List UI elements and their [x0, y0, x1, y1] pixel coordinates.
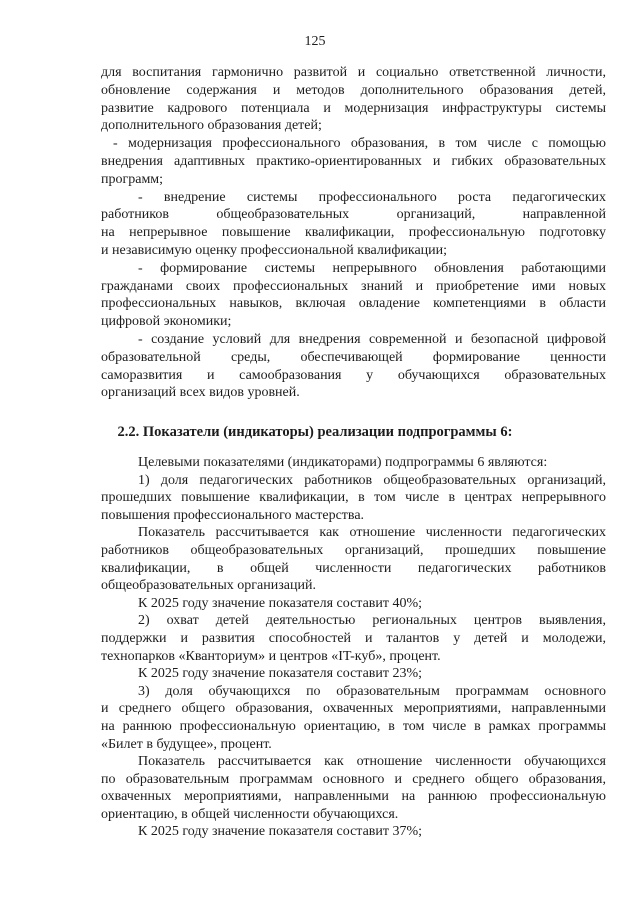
- text-line: квалификации, в общей численности педагогических работников: [101, 560, 606, 576]
- text-line: и независимую оценку профессиональной квалификации;: [101, 242, 448, 258]
- text-line: 1) доля педагогических работников общеобразовательных организаций,: [138, 472, 606, 488]
- text-line: организаций всех видов уровней.: [101, 385, 300, 401]
- text-line: на раннюю профессиональную ориентацию, в том числе в рамках программы: [101, 718, 606, 734]
- text-line: К 2025 году значение показателя составит 23%;: [138, 666, 423, 682]
- text-line: К 2025 году значение показателя составит 40%;: [138, 595, 423, 611]
- text-line: - внедрение системы профессионального роста педагогических: [138, 189, 606, 205]
- text-line: К 2025 году значение показателя составит 37%;: [138, 824, 423, 840]
- text-line: образовательной среды, обеспечивающей формирование ценности: [101, 349, 606, 365]
- text-line: ориентацию, в общей численности обучающихся.: [101, 806, 399, 822]
- text-line: общеобразовательных организаций.: [101, 578, 316, 594]
- text-block-intro: [101, 64, 606, 402]
- text-line: саморазвития и самообразования у обучающихся образовательных: [101, 367, 606, 383]
- text-line: обновление содержания и методов дополнительного образования детей,: [101, 82, 606, 98]
- text-line: - формирование системы непрерывного обновления работающими: [138, 260, 606, 276]
- page-number: 125: [304, 34, 326, 49]
- text-line: Целевыми показателями (индикаторами) подпрограммы 6 являются:: [138, 455, 548, 470]
- text-block-indicators: [101, 454, 606, 841]
- text-line: работников общеобразовательных организаций, направленной: [101, 207, 606, 223]
- text-line: прошедших повышение квалификации, в том числе в центрах непрерывного: [101, 490, 606, 506]
- text-line: программ;: [101, 171, 164, 187]
- text-line: поддержки и развития способностей и талантов у детей и молодежи,: [101, 630, 606, 646]
- text-line: развитие кадрового потенциала и модернизация инфраструктуры системы: [101, 100, 606, 116]
- text-line: внедрения адаптивных практико-ориентированных и гибких образовательных: [101, 153, 606, 169]
- text-line: «Билет в будущее», процент.: [101, 736, 272, 752]
- text-line: дополнительного образования детей;: [101, 118, 322, 134]
- section-heading: 2.2. Показатели (индикаторы) реализации подпрограммы 6:: [117, 424, 513, 440]
- text-line: работников общеобразовательных организаций, прошедших повышение: [101, 542, 606, 558]
- text-line: и среднего общего образования, охваченных мероприятиями, направленными: [101, 701, 606, 717]
- text-line: - модернизация профессионального образования, в том числе с помощью: [113, 136, 606, 152]
- text-line: 2) охват детей деятельностью региональных центров выявления,: [138, 613, 606, 629]
- text-line: для воспитания гармонично развитой и социально ответственной личности,: [101, 65, 606, 80]
- text-line: цифровой экономики;: [101, 314, 232, 330]
- text-line: на непрерывное повышение квалификации, профессиональную подготовку: [101, 225, 606, 241]
- text-line: гражданами своих профессиональных знаний и приобретение ими новых: [101, 278, 606, 294]
- text-line: профессиональных навыков, включая овладение компетенциями в области: [101, 296, 606, 312]
- text-line: 3) доля обучающихся по образовательным программам основного: [138, 683, 606, 699]
- text-line: технопарков «Кванториум» и центров «IT-куб», процент.: [101, 648, 441, 664]
- text-line: - создание условий для внедрения современной и безопасной цифровой: [138, 331, 606, 347]
- text-line: повышения профессионального мастерства.: [101, 507, 365, 523]
- text-line: Показатель рассчитывается как отношение численности педагогических: [138, 525, 606, 541]
- text-line: охваченных мероприятиями, направленными на раннюю профессиональную: [101, 789, 606, 805]
- text-line: по образовательным программам основного и среднего общего образования,: [101, 771, 606, 787]
- text-line: Показатель рассчитывается как отношение численности обучающихся: [138, 754, 606, 770]
